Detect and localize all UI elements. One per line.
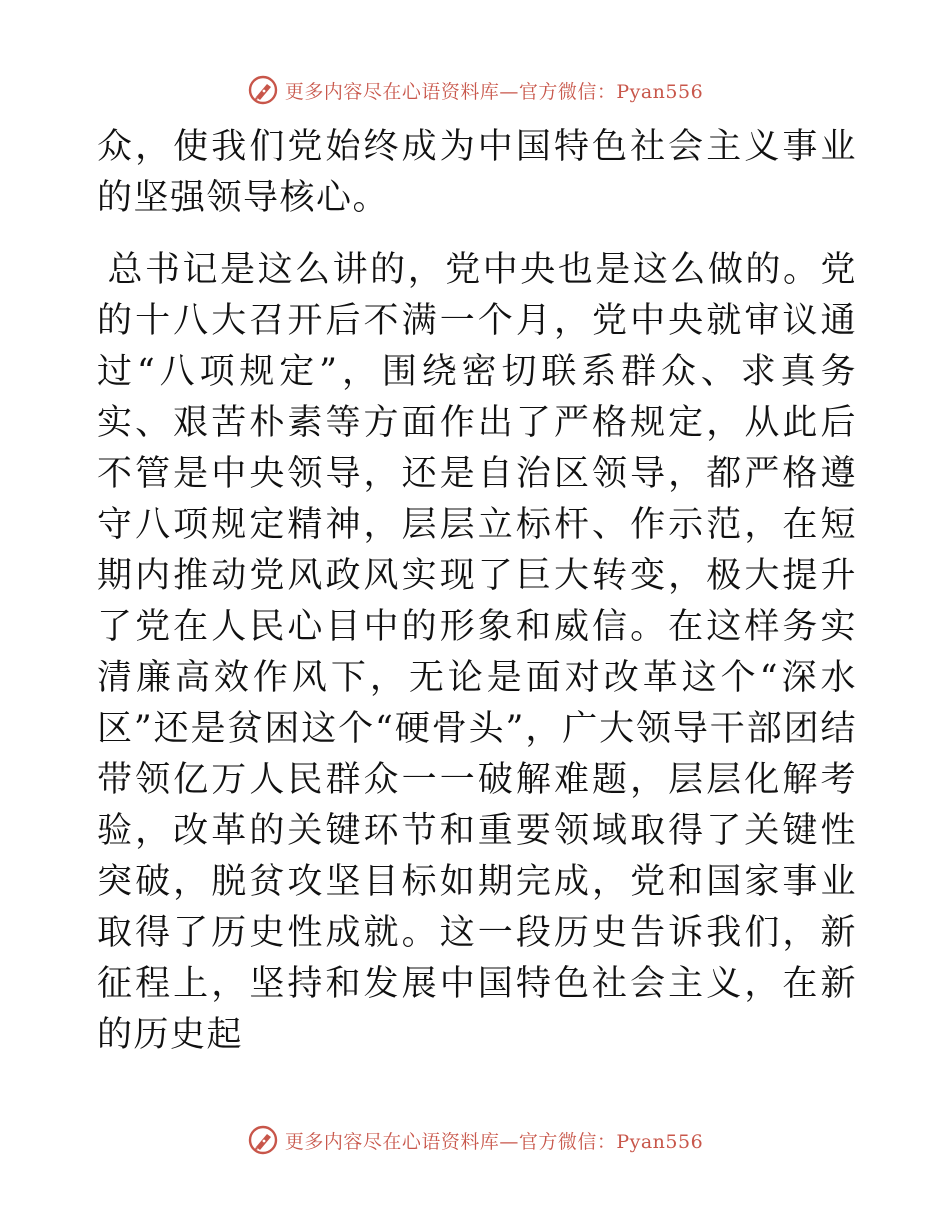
footer-watermark: [0, 1120, 950, 1160]
header-watermark: [0, 70, 950, 110]
paragraph-1: 众，使我们党始终成为中国特色社会主义事业的坚强领导核心。: [97, 127, 857, 218]
header-watermark-text: 更多内容尽在心语资料库—官方微信：Pyan556: [284, 80, 704, 103]
pen-nib-logo-icon: [247, 74, 279, 106]
footer-watermark-text: 更多内容尽在心语资料库—官方微信：Pyan556: [284, 1130, 704, 1153]
paragraph-2: 总书记是这么讲的，党中央也是这么做的。党的十八大召开后不满一个月，党中央就审议通过“八项规定”，围绕密切联系群众、求真务实、艰苦朴素等方面作出了严格规定，从此后不管是中央领导，还是自治区领导，都严格遵守八项规定精神，层层立标杆、作示范，在短期内推动党风政风实现了巨大转变，极大提升了党在人民心目中的形象和威信。在这样务实清廉高效作风下，无论是面对改革这个“深水区”还是贫困这个“硬骨头”，广大领导干部团结带领亿万人民群众一一破解难题，层层化解考验，改革的关键环节和重要领域取得了关键性突破，脱贫攻坚目标如期完成，党和国家事业取得了历史性成就。这一段历史告诉我们，新征程上，坚持和发展中国特色社会主义，在新的历史起: [97, 250, 857, 1055]
document-body: [97, 122, 857, 1061]
pen-nib-logo-icon: [247, 1124, 279, 1156]
